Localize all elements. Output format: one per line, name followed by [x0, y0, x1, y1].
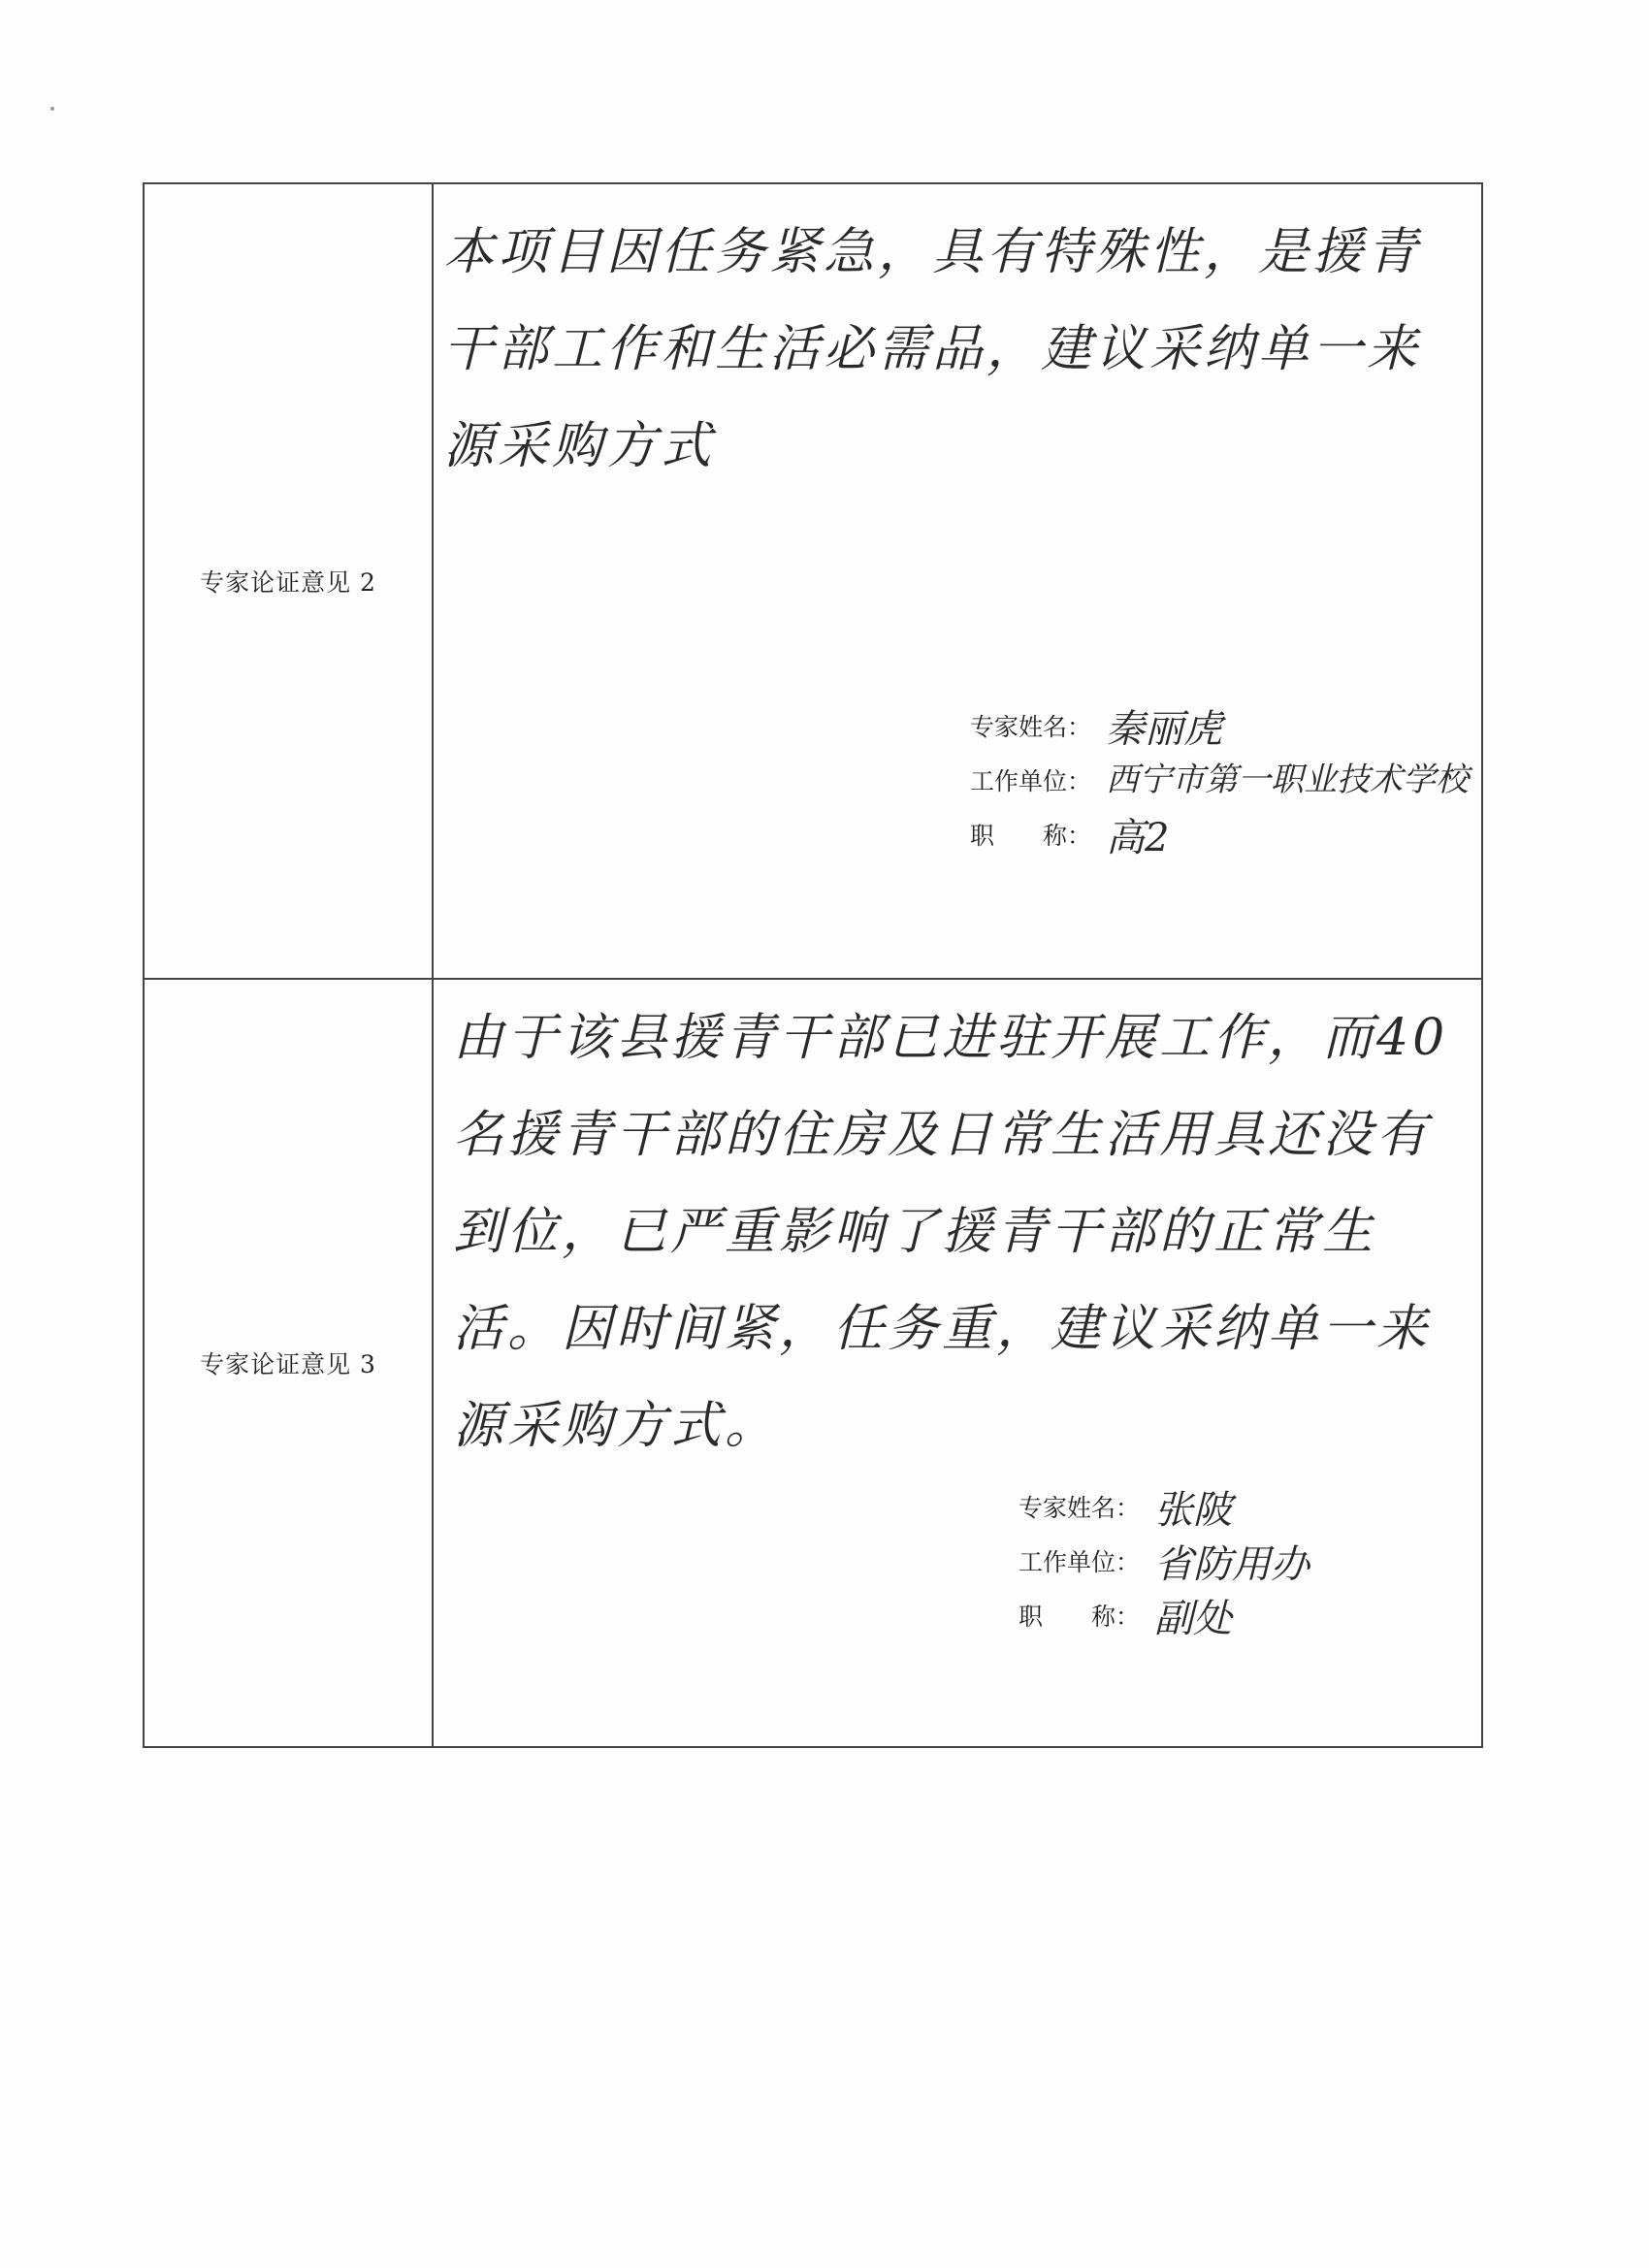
title-line-3 — [1018, 1588, 1474, 1642]
expert-name-line-2 — [970, 698, 1474, 753]
expert-name-2: 秦丽虎 — [1106, 707, 1222, 752]
expert-opinion-table — [143, 182, 1483, 1748]
expert-signature-block-2 — [970, 698, 1474, 861]
title-3: 副处 — [1154, 1597, 1232, 1641]
opinion-content-cell-3 — [434, 980, 1481, 1746]
title-label-2: 职 称： — [970, 822, 1092, 850]
work-unit-label-2: 工作单位： — [970, 767, 1092, 795]
expert-name-label-2: 专家姓名： — [970, 713, 1092, 741]
opinion-label-cell-3 — [145, 980, 434, 1746]
opinion-label-cell-2 — [145, 184, 434, 978]
expert-name-3: 张陂 — [1154, 1488, 1232, 1533]
scan-speck — [50, 107, 54, 111]
title-label-3: 职 称： — [1018, 1603, 1141, 1631]
work-unit-line-2 — [970, 753, 1474, 807]
work-unit-3: 省防用办 — [1154, 1542, 1310, 1587]
work-unit-2: 西宁市第一职业技术学校 — [1106, 761, 1469, 799]
opinion-label-3: 专家论证意见 3 — [200, 1350, 376, 1378]
expert-name-label-3: 专家姓名： — [1018, 1494, 1141, 1522]
opinion-content-cell-2 — [434, 184, 1481, 978]
expert-signature-block-3 — [1018, 1479, 1474, 1642]
work-unit-line-3 — [1018, 1534, 1474, 1588]
opinion-row-2 — [145, 184, 1481, 980]
work-unit-label-3: 工作单位： — [1018, 1548, 1141, 1576]
opinion-row-3 — [145, 980, 1481, 1746]
expert-name-line-3 — [1018, 1479, 1474, 1534]
opinion-text-2: 本项目因任务紧急，具有特殊性，是援青干部工作和生活必需品，建议采纳单一来源采购方式 — [443, 223, 1422, 475]
opinion-text-3: 由于该县援青干部已进驻开展工作，而40名援青干部的住房及日常生活用具还没有到位，已严重影响了援青干部的正常生活。因时间紧，任务重，建议采纳单一来源采购方式。 — [453, 1009, 1449, 1455]
title-line-2 — [970, 807, 1474, 861]
title-2: 高2 — [1106, 816, 1170, 860]
opinion-label-2: 专家论证意见 2 — [200, 568, 376, 597]
